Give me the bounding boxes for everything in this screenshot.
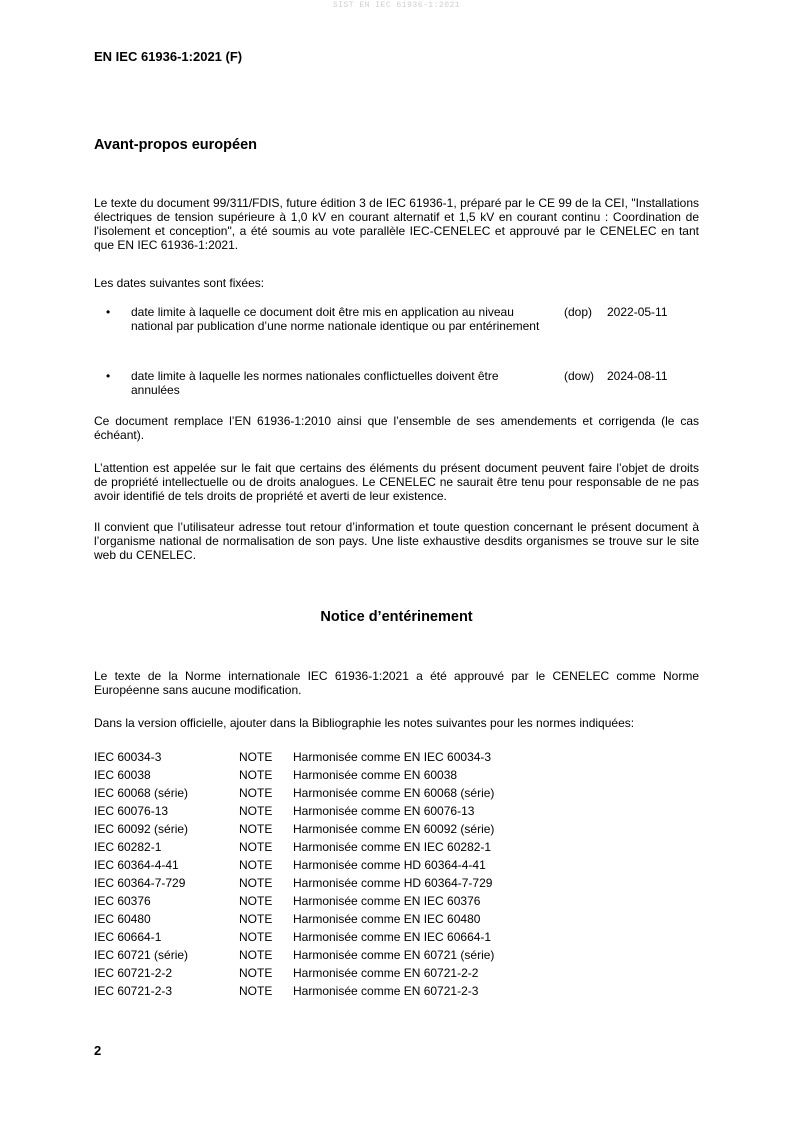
standard-ref: IEC 60038 (94, 768, 151, 782)
endorsement-title: Notice d’entérinement (320, 609, 473, 625)
date-description: date limite à laquelle les normes nationales conflictuelles doivent être annulées (131, 369, 499, 397)
list-item (94, 822, 699, 840)
note-label: NOTE (239, 894, 273, 908)
bullet: • (106, 369, 111, 383)
list-item (94, 894, 699, 912)
harmonisation-notes-list (94, 750, 699, 1002)
standard-ref: IEC 60721-2-3 (94, 984, 173, 998)
watermark: SIST EN IEC 61936-1:2021 (332, 1, 461, 10)
date-code: (dow) (564, 369, 595, 383)
standard-ref: IEC 60364-7-729 (94, 876, 186, 890)
note-label: NOTE (239, 930, 273, 944)
note-text: Harmonisée comme EN 60721-2-2 (293, 966, 479, 980)
foreword-paragraph-3: L’attention est appelée sur le fait que certains des éléments du présent document peuvent faire l’objet de droits de propriété intellectuelle ou de droits analogues. Le CENELEC ne saurait être tenu pour responsable de ne pas avoir identifié de tels droits de propriété et averti de leur existence. (94, 461, 699, 503)
list-item (94, 858, 699, 876)
note-text: Harmonisée comme HD 60364-7-729 (293, 876, 493, 890)
note-text: Harmonisée comme EN IEC 60282-1 (293, 840, 492, 854)
standard-ref: IEC 60480 (94, 912, 151, 926)
list-item (94, 930, 699, 948)
bullet: • (106, 305, 111, 319)
note-label: NOTE (239, 876, 273, 890)
endorsement-paragraph-2: Dans la version officielle, ajouter dans la Bibliographie les notes suivantes pour les normes indiquées: (94, 716, 635, 730)
list-item (94, 984, 699, 1002)
foreword-paragraph-4: Il convient que l’utilisateur adresse tout retour d’information et toute question concernant le présent document à l’organisme national de normalisation de son pays. Une liste exhaustive desdits organismes se trouve sur le site web du CENELEC. (94, 520, 699, 562)
note-text: Harmonisée comme EN 60092 (série) (293, 822, 495, 836)
standard-ref: IEC 60092 (série) (94, 822, 189, 836)
note-label: NOTE (239, 984, 273, 998)
note-label: NOTE (239, 768, 273, 782)
page-number: 2 (94, 1043, 102, 1058)
note-text: Harmonisée comme EN IEC 60034-3 (293, 750, 492, 764)
note-label: NOTE (239, 966, 273, 980)
note-label: NOTE (239, 804, 273, 818)
note-text: Harmonisée comme EN 60076-13 (293, 804, 475, 818)
standard-ref: IEC 60721-2-2 (94, 966, 173, 980)
standard-ref: IEC 60364-4-41 (94, 858, 179, 872)
note-text: Harmonisée comme EN IEC 60664-1 (293, 930, 492, 944)
standard-ref: IEC 60068 (série) (94, 786, 189, 800)
note-text: Harmonisée comme EN 60721-2-3 (293, 984, 479, 998)
list-item (94, 840, 699, 858)
standard-ref: IEC 60034-3 (94, 750, 162, 764)
note-label: NOTE (239, 858, 273, 872)
note-label: NOTE (239, 750, 273, 764)
note-label: NOTE (239, 840, 273, 854)
note-text: Harmonisée comme EN IEC 60376 (293, 894, 481, 908)
foreword-title: Avant-propos européen (94, 137, 258, 153)
document-id: EN IEC 61936-1:2021 (F) (94, 49, 243, 64)
note-text: Harmonisée comme HD 60364-4-41 (293, 858, 486, 872)
note-text: Harmonisée comme EN IEC 60480 (293, 912, 481, 926)
list-item (94, 750, 699, 768)
note-label: NOTE (239, 948, 273, 962)
standard-ref: IEC 60376 (94, 894, 151, 908)
list-item (94, 786, 699, 804)
note-label: NOTE (239, 786, 273, 800)
list-item (94, 948, 699, 966)
note-label: NOTE (239, 822, 273, 836)
note-text: Harmonisée comme EN 60068 (série) (293, 786, 495, 800)
note-label: NOTE (239, 912, 273, 926)
date-code: (dop) (564, 305, 593, 319)
date-value: 2022-05-11 (607, 305, 668, 319)
foreword-paragraph-2: Ce document remplace l’EN 61936-1:2010 ainsi que l’ensemble de ses amendements et corrigenda (le cas échéant). (94, 414, 699, 442)
note-text: Harmonisée comme EN 60721 (série) (293, 948, 495, 962)
list-item (94, 768, 699, 786)
list-item (94, 912, 699, 930)
list-item (94, 876, 699, 894)
standard-ref: IEC 60282-1 (94, 840, 162, 854)
foreword-paragraph-1: Le texte du document 99/311/FDIS, future édition 3 de IEC 61936-1, préparé par le CE 99 de la CEI, "Installations électriques de tension supérieure à 1,0 kV en courant alternatif et 1,5 kV en courant continu : Coordination de l'isolement et conception", a été soumis au vote parallèle IEC-CENELEC et approuvé par le CENELEC en tant que EN IEC 61936-1:2021. (94, 196, 699, 252)
standard-ref: IEC 60664-1 (94, 930, 162, 944)
date-description: date limite à laquelle ce document doit être mis en application au niveau national par publication d’une norme nationale identique ou par entérinement (131, 305, 540, 333)
standard-ref: IEC 60721 (série) (94, 948, 189, 962)
list-item (94, 804, 699, 822)
list-item (94, 966, 699, 984)
dates-intro: Les dates suivantes sont fixées: (94, 276, 265, 290)
note-text: Harmonisée comme EN 60038 (293, 768, 458, 782)
date-value: 2024-08-11 (607, 369, 668, 383)
standard-ref: IEC 60076-13 (94, 804, 169, 818)
endorsement-paragraph-1: Le texte de la Norme internationale IEC 61936-1:2021 a été approuvé par le CENELEC comme Norme Européenne sans aucune modification. (94, 669, 699, 697)
